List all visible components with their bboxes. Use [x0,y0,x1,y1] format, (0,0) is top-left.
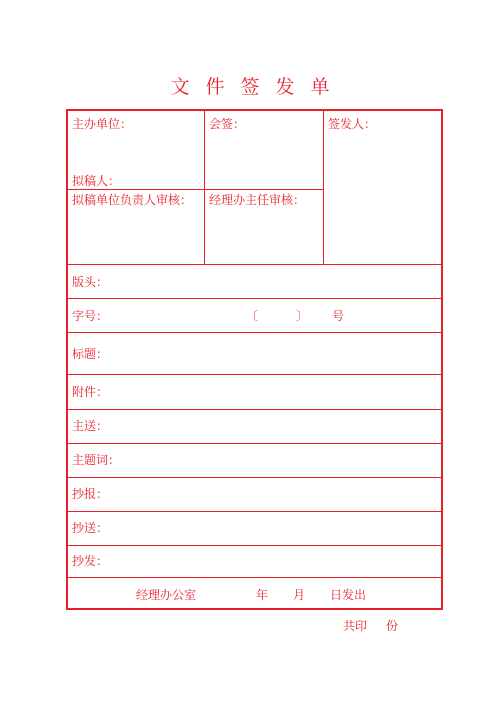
report-to-label: 抄报： [72,487,109,501]
main-unit-label: 主办单位： [72,117,133,131]
divider [68,545,441,546]
divider [68,511,441,512]
divider [68,443,441,444]
doc-no-close-bracket: 〕 [296,309,309,323]
footer-month: 月 [293,588,306,602]
doc-no-open-bracket: 〔 [246,309,259,323]
divider [323,111,324,264]
manager-office-review-label: 经理办主任审核： [209,193,306,207]
send-to-label: 主送： [72,419,109,433]
attachments-label: 附件： [72,385,109,399]
countersign-label: 会签： [209,117,246,131]
divider [68,189,323,190]
doc-no-label: 字号： [72,309,109,323]
copy-issue-label: 抄发： [72,554,109,568]
print-copies-label: 份 [386,619,399,633]
header-label: 版头： [72,275,109,289]
drafter-label: 拟稿人： [72,174,121,188]
print-total-label: 共印 [343,619,368,633]
issuance-form [66,109,443,610]
footer-year: 年 [256,588,269,602]
divider [68,298,441,299]
divider [68,409,441,410]
divider [68,374,441,375]
doc-no-suffix: 号 [332,309,345,323]
divider [204,111,205,264]
divider [68,332,441,333]
issuer-label: 签发人： [328,117,377,131]
divider [68,577,441,578]
draft-unit-review-label: 拟稿单位负责人审核： [72,193,193,207]
form-title: 文件签发单 [170,76,346,98]
keywords-label: 主题词： [72,453,121,467]
divider [68,264,441,265]
subject-label: 标题： [72,347,109,361]
cc-label: 抄送： [72,521,109,535]
divider [68,477,441,478]
issuing-office: 经理办公室 [136,588,197,602]
footer-day-issued: 日发出 [330,588,367,602]
